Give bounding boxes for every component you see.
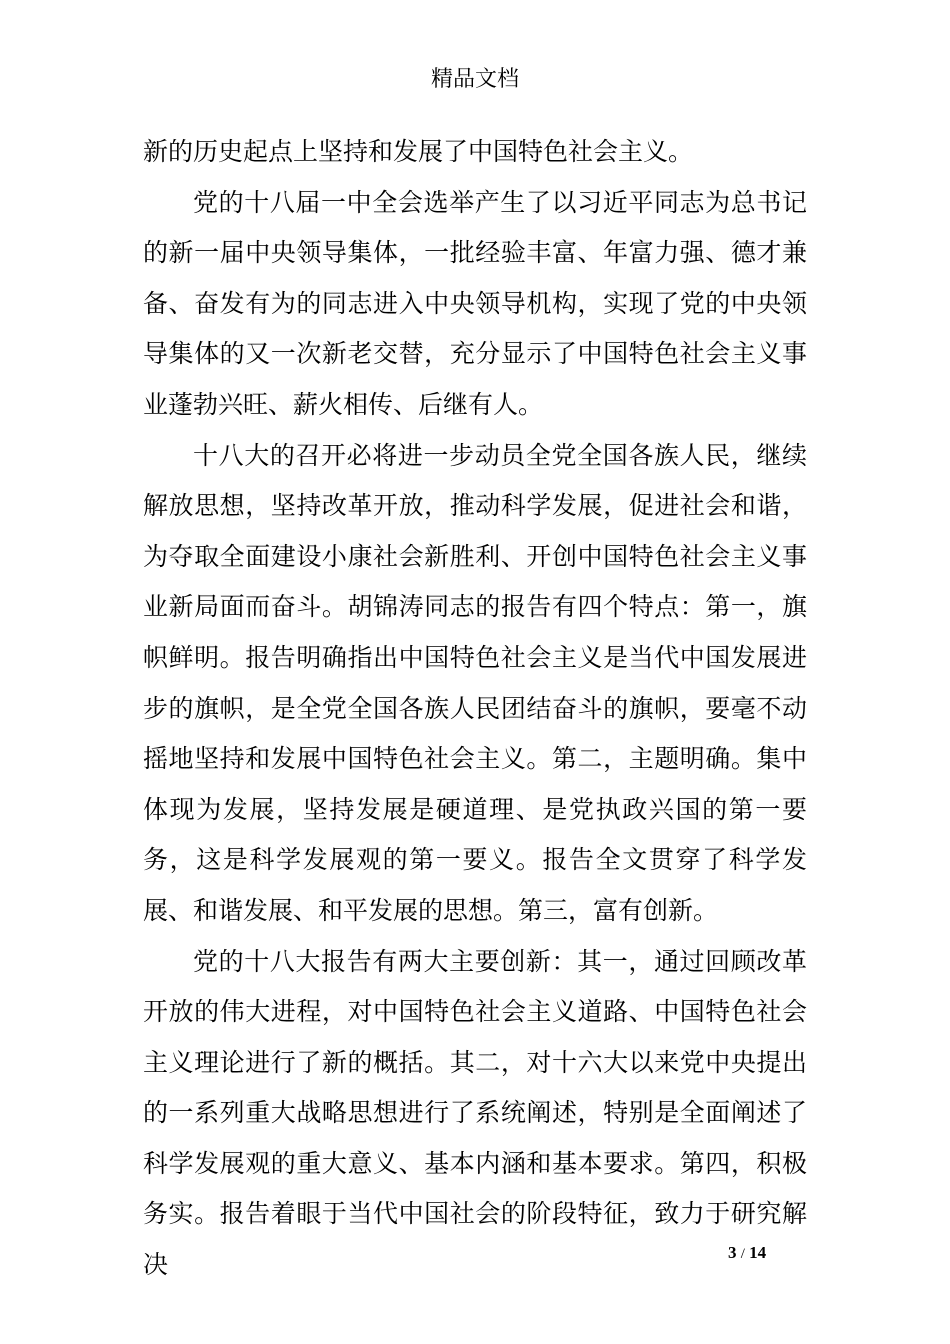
page-number-separator: / — [740, 1246, 745, 1262]
paragraph-continuation: 新的历史起点上坚持和发展了中国特色社会主义。 — [143, 137, 694, 166]
current-page-number: 3 — [728, 1243, 737, 1262]
paragraph: 党的十八大报告有两大主要创新：其一，通过回顾改革开放的伟大进程，对中国特色社会主义道路、中国特色社会主义理论进行了新的概括。其二，对十六大以来党中央提出的一系列重大战略思想进行了系统阐述，特别是全面阐述了科学发展观的重大意义、基本内涵和基本要求。第四，积极务实。报告着眼于当代中国社会的阶段特征，致力于研究解决 — [143, 946, 807, 1280]
page-number — [728, 1241, 766, 1266]
document-body — [143, 127, 807, 1291]
page-header-title: 精品文档 — [430, 67, 519, 92]
paragraph: 十八大的召开必将进一步动员全党全国各族人民，继续解放思想，坚持改革开放，推动科学发展，促进社会和谐，为夺取全面建设小康社会新胜利、开创中国特色社会主义事业新局面而奋斗。胡锦涛同志的报告有四个特点：第一，旗帜鲜明。报告明确指出中国特色社会主义是当代中国发展进步的旗帜，是全党全国各族人民团结奋斗的旗帜，要毫不动摇地坚持和发展中国特色社会主义。第二，主题明确。集中体现为发展，坚持发展是硬道理、是党执政兴国的第一要务，这是科学发展观的第一要义。报告全文贯穿了科学发展、和谐发展、和平发展的思想。第三，富有创新。 — [143, 440, 807, 925]
total-pages-number: 14 — [749, 1243, 767, 1262]
paragraph: 党的十八届一中全会选举产生了以习近平同志为总书记的新一届中央领导集体，一批经验丰富、年富力强、德才兼备、奋发有为的同志进入中央领导机构，实现了党的中央领导集体的又一次新老交替，充分显示了中国特色社会主义事业蓬勃兴旺、薪火相传、后继有人。 — [143, 187, 807, 419]
